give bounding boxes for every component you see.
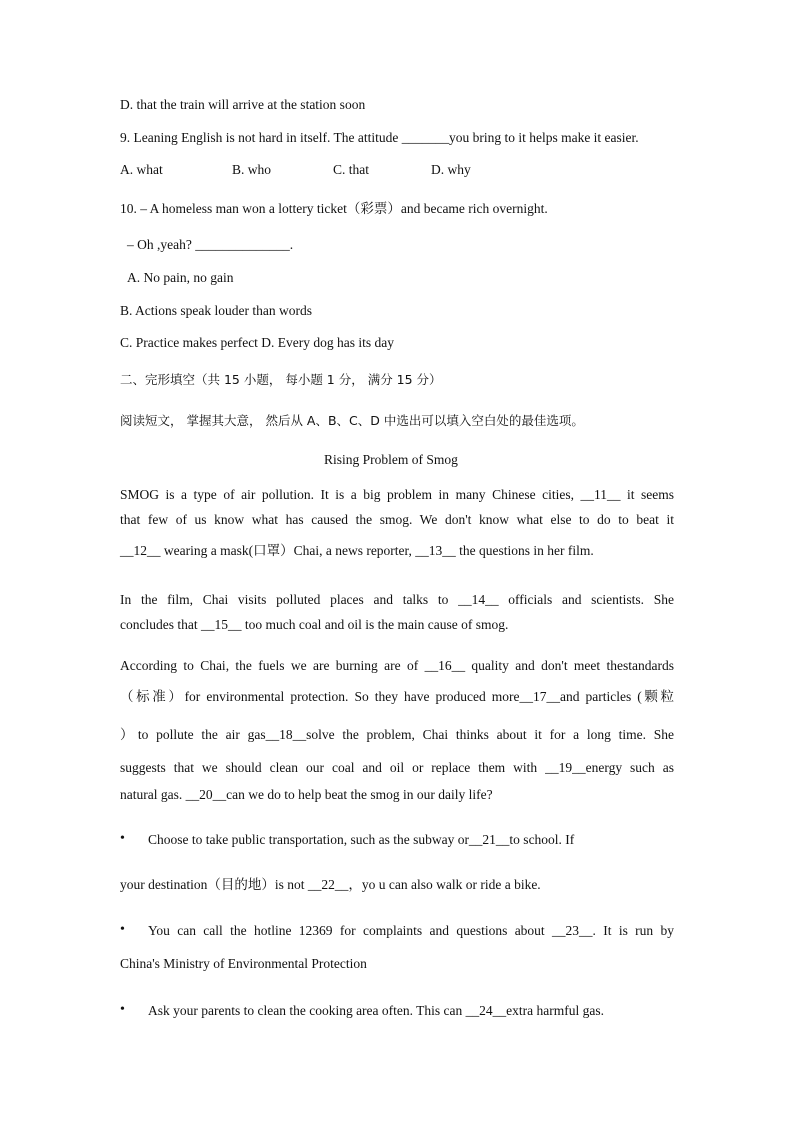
p1-line-1: SMOG is a type of air pollution. It is a big problem in many Chinese cities, __11__ it seems <box>120 487 674 502</box>
q9-option-c: C. that <box>333 162 369 177</box>
p3-line-5: natural gas. __20__can we do to help beat the smog in our daily life? <box>120 787 493 802</box>
q9-option-b: B. who <box>232 162 272 177</box>
p1-line-3: __12__ wearing a mask(口罩）Chai, a news reporter, __13__ the questions in her film. <box>120 543 594 558</box>
q9-stem: 9. Leaning English is not hard in itself. The attitude _______you bring to it helps make it easier. <box>120 130 639 145</box>
p2-line-2: concludes that __15__ too much coal and oil is the main cause of smog. <box>120 617 509 632</box>
bullet-marker: • <box>120 922 125 937</box>
q10-option-cd: C. Practice makes perfect D. Every dog has its day <box>120 335 395 350</box>
bullet-3-line-1: Ask your parents to clean the cooking area often. This can __24__extra harmful gas. <box>148 1003 604 1018</box>
p2-line-1: In the film, Chai visits polluted places and talks to __14__ officials and scientists. She <box>120 592 674 607</box>
q10-option-b: B. Actions speak louder than words <box>120 303 312 318</box>
bullet-marker: • <box>120 1002 125 1017</box>
bullet-marker: • <box>120 831 125 846</box>
p1-line-2: that few of us know what has caused the smog. We don't know what else to do to beat it <box>120 512 674 527</box>
p3-line-1: According to Chai, the fuels we are burning are of __16__ quality and don't meet thestandards <box>120 658 674 673</box>
bullet-1-line-1: Choose to take public transportation, such as the subway or__21__to school. If <box>148 832 575 847</box>
bullet-1-line-2: your destination（目的地）is not __22__，yo u can also walk or ride a bike. <box>120 877 541 892</box>
q9-option-a: A. what <box>120 162 163 177</box>
bullet-2-line-1: You can call the hotline 12369 for complaints and questions about __23__. It is run by <box>148 923 674 938</box>
q10-stem-b: – Oh ,yeah? ______________. <box>127 237 294 252</box>
section-instruction: 阅读短文， 掌握其大意， 然后从 A、B、C、D 中选出可以填入空白处的最佳选项。 <box>120 413 584 428</box>
p3-line-4: suggests that we should clean our coal and oil or replace them with __19__energy such as <box>120 760 674 775</box>
p3-line-2: （标准）for environmental protection. So they have produced more__17__and particles (颗粒 <box>120 689 674 704</box>
section-heading: 二、完形填空（共 15 小题， 每小题 1 分， 满分 15 分） <box>120 372 442 387</box>
p3-line-3: ）to pollute the air gas__18__solve the problem, Chai thinks about it for a long time. She <box>120 727 674 742</box>
q8-option-d: D. that the train will arrive at the station soon <box>120 97 366 112</box>
passage-title: Rising Problem of Smog <box>324 452 458 467</box>
bullet-2-line-2: China's Ministry of Environmental Protection <box>120 956 367 971</box>
q9-option-d: D. why <box>431 162 471 177</box>
q10-option-a: A. No pain, no gain <box>127 270 234 285</box>
q10-stem-a: 10. – A homeless man won a lottery ticket（彩票）and became rich overnight. <box>120 201 548 216</box>
